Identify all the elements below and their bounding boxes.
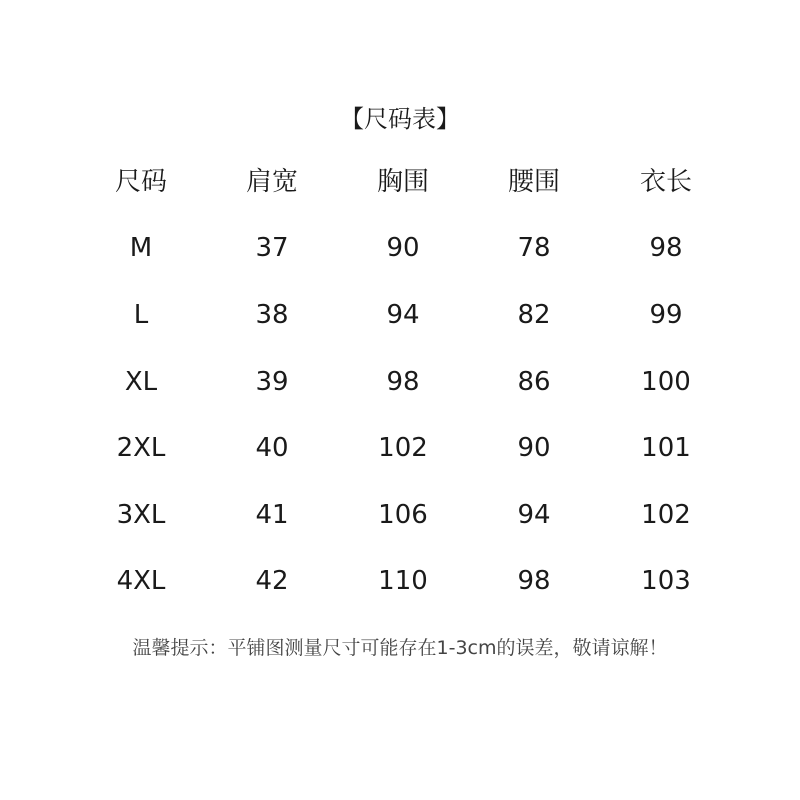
table-cell: 4XL [116,566,166,596]
table-cell: 38 [255,300,289,330]
table-cell: 86 [517,367,551,397]
table-cell: 2XL [116,433,166,463]
table-cell: 41 [255,500,289,530]
table-header-chest: 胸围 [376,167,429,197]
table-cell: L [133,300,149,330]
table-cell: 101 [641,433,691,463]
page-title: 【尺码表】 [340,105,460,133]
table-cell: 94 [386,300,420,330]
table-cell: 110 [378,566,428,596]
table-cell: 98 [649,233,683,263]
table-header-size: 尺码 [114,167,167,197]
table-header-waist: 腰围 [507,167,560,197]
table-header-length: 衣长 [639,167,692,197]
table-cell: 102 [378,433,428,463]
table-cell: XL [124,367,158,397]
table-cell: 98 [517,566,551,596]
table-cell: 94 [517,500,551,530]
table-cell: M [129,233,153,263]
table-cell: 90 [517,433,551,463]
table-cell: 42 [255,566,289,596]
table-cell: 3XL [116,500,166,530]
table-cell: 37 [255,233,289,263]
table-cell: 100 [641,367,691,397]
table-cell: 106 [378,500,428,530]
table-cell: 82 [517,300,551,330]
table-cell: 98 [386,367,420,397]
table-header-shoulder: 肩宽 [245,167,298,197]
table-cell: 103 [641,566,691,596]
table-cell: 78 [517,233,551,263]
measurement-note: 温馨提示：平铺图测量尺寸可能存在1-3cm的误差，敬请谅解！ [132,637,668,659]
table-cell: 90 [386,233,420,263]
table-cell: 102 [641,500,691,530]
table-cell: 99 [649,300,683,330]
table-cell: 39 [255,367,289,397]
table-cell: 40 [255,433,289,463]
